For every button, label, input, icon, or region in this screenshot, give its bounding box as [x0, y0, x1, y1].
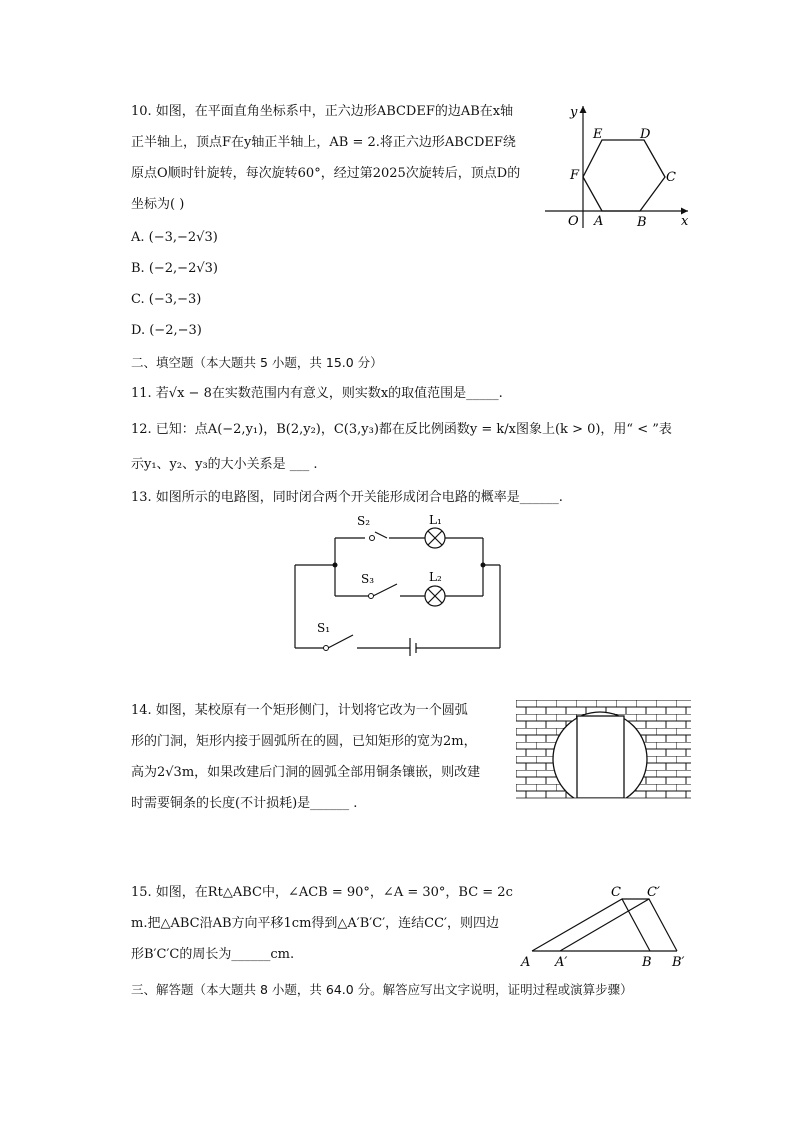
q10-option-c: C. (−3,−3)	[131, 292, 202, 307]
q15-line-1: 15. 如图，在Rt△ABC中，∠ACB = 90°，∠A = 30°，BC = 2c	[131, 885, 513, 900]
q12-line-1: 12. 已知：点A(−2,y₁)，B(2,y₂)，C(3,y₃)都在反比例函数y = k/x图象上(k > 0)，用“ < ”表	[131, 422, 672, 437]
label-e: E	[593, 127, 603, 142]
label-b-prime: B′	[672, 955, 685, 970]
q14-line-4: 时需要铜条的长度(不计损耗)是______ .	[131, 796, 358, 811]
label-o: O	[568, 214, 579, 229]
label-l2: L₂	[429, 570, 442, 584]
rectangular-door	[577, 716, 624, 798]
q12-line-2: 示y₁、y₂、y₃的大小关系是 ___ .	[131, 457, 318, 472]
regular-hexagon	[583, 140, 665, 211]
label-a: A	[594, 214, 604, 229]
section-solve-heading: 三、解答题（本大题共 8 小题，共 64.0 分。解答应写出文字说明，证明过程或演算步骤）	[131, 982, 633, 997]
label-a-prime: A′	[555, 955, 568, 970]
q10-option-a: A. (−3,−2√3)	[131, 230, 218, 245]
triangle-translation-figure	[515, 884, 695, 972]
label-s2: S₂	[357, 514, 371, 528]
label-x: x	[681, 214, 689, 229]
q10-option-b: B. (−2,−2√3)	[131, 261, 218, 276]
hexagon-figure	[540, 98, 700, 233]
q14-line-2: 形的门洞，矩形内接于圆弧所在的圆，已知矩形的宽为2m，	[131, 734, 477, 749]
q10-line-1: 10. 如图，在平面直角坐标系中，正六边形ABCDEF的边AB在x轴	[131, 104, 514, 119]
q10-option-d: D. (−2,−3)	[131, 323, 202, 338]
label-b: B	[642, 955, 652, 970]
q10-line-4: 坐标为( )	[131, 197, 185, 212]
label-a: A	[521, 955, 531, 970]
q10-line-2: 正半轴上，顶点F在y轴正半轴上，AB = 2.将正六边形ABCDEF绕	[131, 135, 516, 150]
label-s1: S₁	[317, 621, 331, 635]
label-f: F	[570, 168, 580, 183]
q15-line-2: m.把△ABC沿AB方向平移1cm得到△A′B′C′，连结CC′，则四边	[131, 916, 499, 931]
label-l1: L₁	[429, 513, 442, 527]
label-c: C	[666, 170, 676, 185]
q13-text: 13. 如图所示的电路图，同时闭合两个开关能形成闭合电路的概率是______.	[131, 490, 563, 505]
label-y: y	[570, 105, 578, 120]
label-c-prime: C′	[647, 885, 660, 900]
label-s3: S₃	[361, 572, 375, 586]
circuit-figure	[285, 510, 515, 660]
q11-text: 11. 若√x − 8在实数范围内有意义，则实数x的取值范围是_____.	[131, 386, 503, 401]
label-d: D	[640, 127, 651, 142]
q14-line-1: 14. 如图，某校原有一个矩形侧门，计划将它改为一个圆弧	[131, 703, 468, 718]
label-b: B	[637, 215, 647, 230]
section-fill-in-heading: 二、填空题（本大题共 5 小题，共 15.0 分）	[131, 355, 383, 370]
q15-line-3: 形B′C′C的周长为______cm.	[131, 947, 295, 962]
q10-line-3: 原点O顺时针旋转，每次旋转60°，经过第2025次旋转后，顶点D的	[131, 166, 521, 181]
label-c: C	[611, 885, 621, 900]
brick-wall-door-figure	[516, 700, 691, 800]
q14-line-3: 高为2√3m，如果改建后门洞的圆弧全部用铜条镶嵌，则改建	[131, 765, 481, 780]
